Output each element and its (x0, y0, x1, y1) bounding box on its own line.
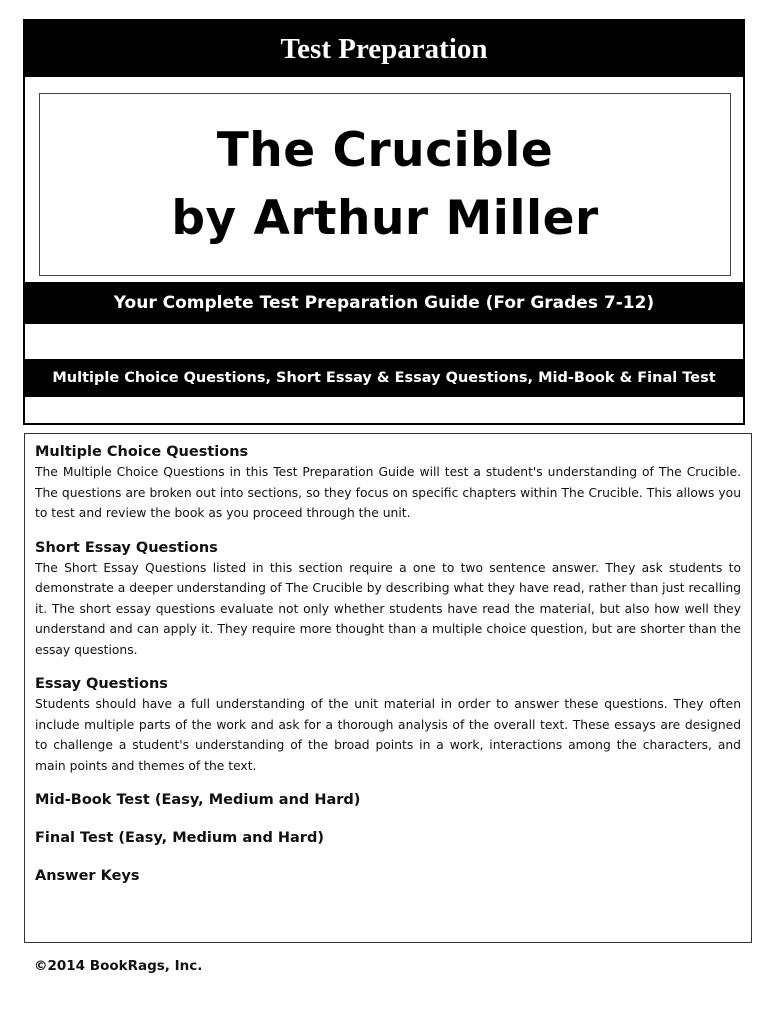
section-short-essay (35, 538, 741, 661)
section-mid-book-test: Mid-Book Test (Easy, Medium and Hard) (35, 792, 361, 808)
section-essay (35, 674, 741, 776)
section-multiple-choice (35, 442, 741, 524)
book-title: The Crucible (216, 122, 554, 178)
contents-box (24, 433, 752, 943)
section-text: The Multiple Choice Questions in this Test Preparation Guide will test a student's understanding of The Crucible. The questions are broken out into sections, so they focus on specific chapters within The Crucible. This allows you to test and review the book as you proceed through the unit. (35, 465, 741, 520)
section-heading: Essay Questions (35, 676, 168, 692)
copyright: ©2014 BookRags, Inc. (34, 958, 203, 974)
banner-title: Test Preparation (25, 21, 743, 77)
section-answer-keys: Answer Keys (35, 868, 140, 884)
section-text: Students should have a full understanding of the unit material in order to answer these questions. They often include multiple parts of the work and ask for a thorough analysis of the overall text. These essays are designed to challenge a student's understanding of the broad points in a work, interactions among the characters, and main points and themes of the text. (35, 697, 741, 773)
section-heading: Short Essay Questions (35, 539, 218, 556)
section-heading: Multiple Choice Questions (35, 444, 249, 460)
cover-header-box (23, 19, 745, 425)
section-final-test: Final Test (Easy, Medium and Hard) (35, 830, 324, 846)
subtitle-bar: Your Complete Test Preparation Guide (For Grades 7-12) (25, 282, 743, 324)
title-frame (39, 93, 731, 276)
book-author: by Arthur Miller (171, 190, 599, 246)
section-text: The Short Essay Questions listed in this section require a one to two sentence answer. They ask students to demonstrate a deeper understanding of The Crucible by describing what they have read, rather than just recalling it. The short essay questions evaluate not only whether students have read the material, but also how well they understand and can apply it. They require more thought than a multiple choice question, but are shorter than the essay questions. (35, 560, 741, 657)
topics-bar: Multiple Choice Questions, Short Essay & Essay Questions, Mid-Book & Final Test (25, 359, 743, 397)
